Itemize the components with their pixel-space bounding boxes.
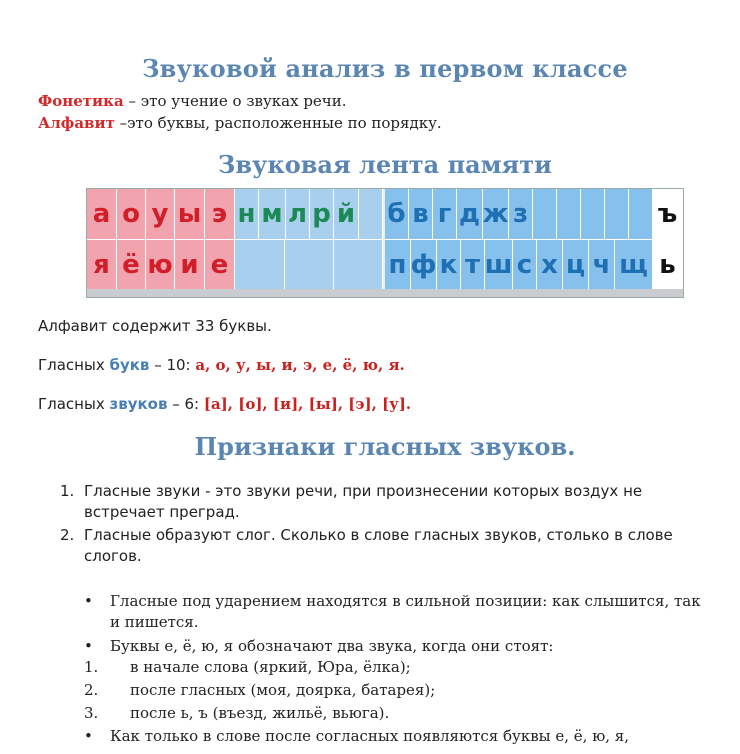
tape-letter: у [146, 189, 175, 240]
bullet-item [84, 591, 734, 633]
tape-letter: н [235, 189, 259, 240]
tape-letter: я [87, 240, 117, 291]
tape-empty-cell [285, 240, 334, 291]
definition-phonetics-text: – это учение о звуках речи. [123, 92, 347, 110]
bullet-text-line: Гласные под ударением находятся в сильной позиции: как слышится, так [110, 592, 701, 610]
bullet-item [84, 636, 734, 657]
sound-memory-tape [86, 188, 684, 298]
tape-letter: ё [117, 240, 146, 291]
tape-letter: д [457, 189, 483, 240]
tape-empty-cell [533, 189, 557, 240]
tape-empty-cell [557, 189, 581, 240]
sub-text: в начале слова (яркий, Юра, ёлка); [130, 658, 411, 676]
tape-letter: з [509, 189, 533, 240]
tape-empty-cell [629, 189, 653, 240]
term-phonetics: Фонетика [38, 92, 124, 110]
vowel-letters-fact [38, 356, 405, 374]
sub-item [84, 657, 724, 678]
term-alphabet: Алфавит [38, 114, 115, 132]
bullet-text [110, 591, 734, 633]
tape-letter: й [334, 189, 359, 240]
tape-letter: ц [563, 240, 589, 291]
tape-letter: ь [653, 240, 683, 291]
tape-letter: ч [589, 240, 615, 291]
tape-letter: о [117, 189, 146, 240]
item-text-line: Гласные образуют слог. Сколько в слове гласных звуков, столько в слове [84, 526, 673, 544]
tape-letter: ю [146, 240, 175, 291]
tape-letter: э [205, 189, 235, 240]
tape-letter: в [409, 189, 433, 240]
bullet-dot: • [84, 637, 93, 655]
tape-letter: г [433, 189, 457, 240]
sub-item [84, 703, 724, 724]
tape-empty-cell [605, 189, 629, 240]
section-title: Признаки гласных звуков. [194, 432, 576, 461]
tape-letter: щ [615, 240, 653, 291]
item-text-line: встречает преград. [84, 503, 240, 521]
tape-letter: п [385, 240, 411, 291]
sub-text: после ь, ъ (въезд, жильё, вьюга). [130, 704, 390, 722]
vowel-sounds-word: звуков [109, 395, 168, 413]
tape-letter: ы [175, 189, 205, 240]
vowel-letters-word: букв [109, 356, 150, 374]
item-number: 2. [60, 526, 75, 544]
bullet-dot: • [84, 592, 93, 610]
tape-empty-cell [359, 189, 383, 240]
sub-number: 3. [84, 704, 99, 722]
sub-text: после гласных (моя, доярка, батарея); [130, 681, 436, 699]
item-text [84, 525, 730, 567]
tape-letter: т [461, 240, 485, 291]
bullet-item [84, 726, 734, 747]
tape-letter: ф [411, 240, 437, 291]
bullet-text-line: и пишется. [110, 613, 199, 631]
vowel-sounds-fact [38, 395, 411, 413]
tape-empty-cell [581, 189, 605, 240]
vowel-letters-count: – 10: [149, 356, 196, 374]
vowel-sounds-prefix: Гласных [38, 395, 110, 413]
vowel-sounds-count: – 6: [167, 395, 204, 413]
tape-title: Звуковая лента памяти [218, 150, 552, 179]
item-text-line: слогов. [84, 547, 142, 565]
vowel-letters-list: а, о, у, ы, и, э, е, ё, ю, я. [195, 356, 405, 374]
sub-number: 1. [84, 658, 99, 676]
vowel-sounds-list: [а], [о], [и], [ы], [э], [у]. [203, 395, 412, 413]
tape-letter: р [310, 189, 334, 240]
definition-alphabet-text: –это буквы, расположенные по порядку. [114, 114, 442, 132]
tape-letter: х [537, 240, 563, 291]
sub-number: 2. [84, 681, 99, 699]
bullet-dot: • [84, 727, 93, 745]
tape-empty-cell [235, 240, 285, 291]
tape-letter: м [259, 189, 286, 240]
item-text [84, 481, 730, 523]
item-number: 1. [60, 482, 75, 500]
tape-letter: е [205, 240, 235, 291]
tape-letter: а [87, 189, 117, 240]
numbered-item [60, 525, 730, 567]
bullet-text: Буквы е, ё, ю, я обозначают два звука, когда они стоят: [110, 637, 554, 655]
definition-alphabet [38, 113, 442, 134]
tape-letter: ж [483, 189, 509, 240]
page-title: Звуковой анализ в первом классе [142, 54, 628, 83]
tape-letter: л [286, 189, 310, 240]
tape-empty-cell [334, 240, 383, 291]
tape-letter: ъ [653, 189, 683, 240]
tape-letter: с [513, 240, 537, 291]
vowel-letters-prefix: Гласных [38, 356, 110, 374]
numbered-item [60, 481, 730, 523]
tape-letter: к [437, 240, 461, 291]
item-text-line: Гласные звуки - это звуки речи, при произнесении которых воздух не [84, 482, 643, 500]
tape-letter: б [385, 189, 409, 240]
tape-bottom-bar [87, 289, 683, 297]
bullet-text: Как только в слове после согласных появляются буквы е, ё, ю, я, [110, 727, 630, 745]
tape-letter: и [175, 240, 205, 291]
tape-letter: ш [485, 240, 513, 291]
sub-item [84, 680, 724, 701]
definition-phonetics [38, 91, 347, 112]
alphabet-fact: Алфавит содержит 33 буквы. [38, 317, 272, 335]
